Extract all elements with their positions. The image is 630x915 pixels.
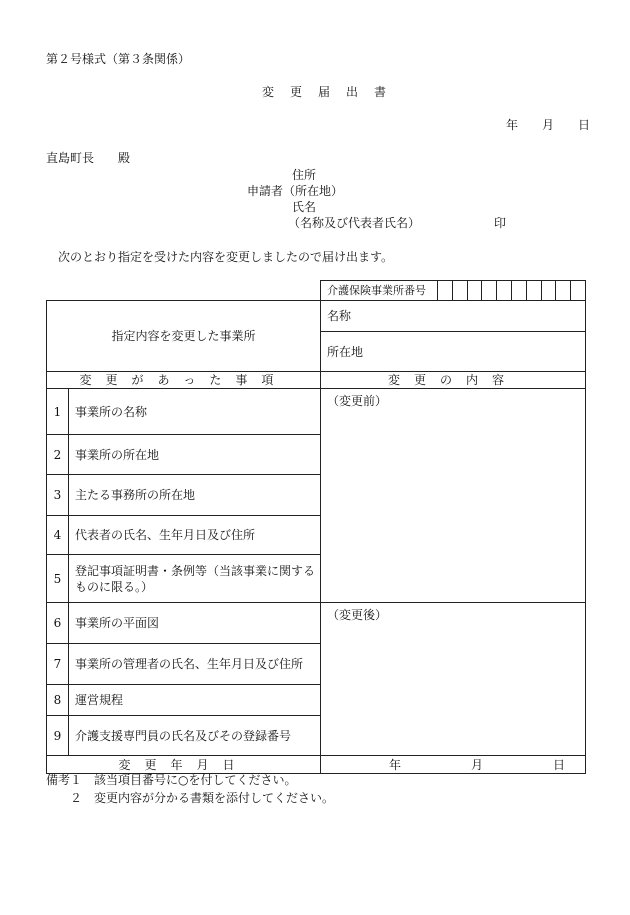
item-number[interactable]: 7 xyxy=(47,644,69,685)
office-location-label: 所在地 xyxy=(327,344,364,359)
digit-box[interactable] xyxy=(541,281,556,300)
content-header: 変更の内容 xyxy=(321,372,586,389)
item-number[interactable]: 8 xyxy=(47,685,69,716)
office-number-boxes[interactable] xyxy=(438,281,585,300)
date-day: 日 xyxy=(553,757,566,772)
office-name-field[interactable] xyxy=(321,301,586,332)
change-date-label: 変更年月日 xyxy=(47,756,321,774)
digit-box[interactable] xyxy=(438,281,452,300)
items-header: 変更があった事項 xyxy=(47,372,321,389)
office-name-label: 名称 xyxy=(327,309,352,323)
date-month: 月 xyxy=(471,757,484,772)
digit-box[interactable] xyxy=(452,281,467,300)
digit-box[interactable] xyxy=(526,281,541,300)
item-label: 運営規程 xyxy=(69,685,321,716)
page-title: 変 更 届 出 書 xyxy=(262,85,389,99)
seal-mark: 印 xyxy=(494,216,507,230)
item-number[interactable]: 9 xyxy=(47,716,69,756)
item-label: 主たる事務所の所在地 xyxy=(69,475,321,516)
digit-box[interactable] xyxy=(555,281,570,300)
form-number: 第２号様式（第３条関係） xyxy=(46,52,191,66)
note-1: 備考１ 該当項目番号に○を付してください。 xyxy=(46,773,297,787)
item-number[interactable]: 6 xyxy=(47,603,69,644)
item-label: 事業所の名称 xyxy=(69,389,321,435)
digit-box[interactable] xyxy=(511,281,526,300)
item-label: 事業所の所在地 xyxy=(69,435,321,475)
change-date-field[interactable] xyxy=(321,756,586,774)
date-year: 年 xyxy=(389,757,402,772)
before-label: （変更前） xyxy=(327,394,388,408)
office-number-row xyxy=(321,281,586,301)
changed-office-label: 指定内容を変更した事業所 xyxy=(47,301,321,372)
note-2: ２ 変更内容が分かる書類を添付してください。 xyxy=(70,791,335,805)
item-number[interactable]: 3 xyxy=(47,475,69,516)
item-number[interactable]: 5 xyxy=(47,555,69,603)
blank-cell xyxy=(47,281,321,301)
item-number[interactable]: 2 xyxy=(47,435,69,475)
item-label: 事業所の平面図 xyxy=(69,603,321,644)
applicant-name-note: （名称及び代表者氏名） xyxy=(288,216,421,230)
after-label: （変更後） xyxy=(327,608,388,622)
item-label: 事業所の管理者の氏名、生年月日及び住所 xyxy=(69,644,321,685)
office-number-label: 介護保険事業所番号 xyxy=(321,281,438,300)
digit-box[interactable] xyxy=(481,281,496,300)
item-number[interactable]: 1 xyxy=(47,389,69,435)
office-location-field[interactable] xyxy=(321,332,586,372)
item-label: 代表者の氏名、生年月日及び住所 xyxy=(69,516,321,555)
addressee: 直島町長 殿 xyxy=(46,151,131,165)
item-number[interactable]: 4 xyxy=(47,516,69,555)
item-label: 登記事項証明書・条例等（当該事業に関するものに限る。） xyxy=(69,555,321,603)
applicant-label: 申請者（所在地） xyxy=(247,184,344,198)
content-before-field[interactable] xyxy=(321,389,586,603)
change-notification-table xyxy=(46,280,586,774)
content-after-field[interactable] xyxy=(321,603,586,756)
digit-box[interactable] xyxy=(496,281,511,300)
intro-text: 次のとおり指定を受けた内容を変更しましたので届け出ます。 xyxy=(58,250,394,264)
date-line: 年 月 日 xyxy=(506,118,591,132)
item-label: 介護支援専門員の氏名及びその登録番号 xyxy=(69,716,321,756)
digit-box[interactable] xyxy=(467,281,482,300)
applicant-name-label: 氏名 xyxy=(292,200,317,214)
digit-box[interactable] xyxy=(570,281,585,300)
applicant-address-label: 住所 xyxy=(292,168,317,182)
